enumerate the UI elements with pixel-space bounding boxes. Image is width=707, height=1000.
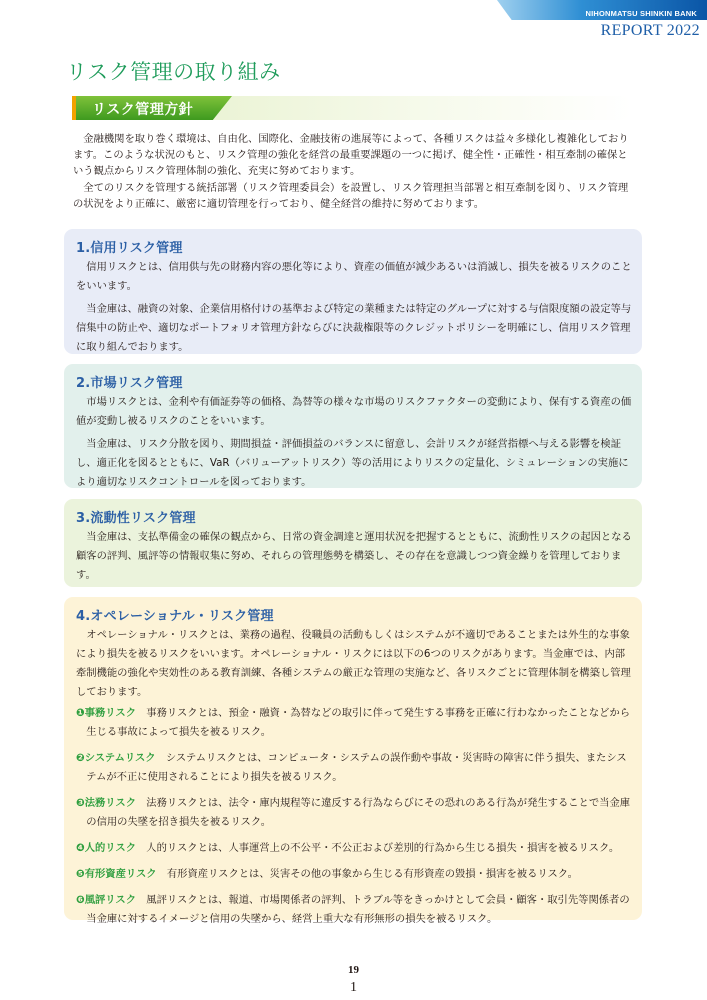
card-title: 1.信用リスク管理 xyxy=(76,241,183,256)
risk-text: 事務リスクとは、預金・融資・為替などの取引に伴って発生する事務を正確に行わなかったことなどから生じる事故によって損失を被るリスク。 xyxy=(86,707,631,738)
bank-name: NIHONMATSU SHINKIN BANK xyxy=(585,9,697,18)
risk-name: 事務リスク xyxy=(84,707,136,719)
liquidity-risk-card xyxy=(64,499,642,587)
risk-number-icon: ❻ xyxy=(76,894,85,906)
card-title: 2.市場リスク管理 xyxy=(76,376,183,391)
card-paragraph: 当金庫は、支払準備金の確保の観点から、日常の資金調達と運用状況を把握するとともに、流動性リスクの起因となる顧客の評判、風評等の情報収集に努め、それらの管理態勢を構築し、その存在を意識しつつ資金繰りを管理しております。 xyxy=(76,531,632,581)
intro-text xyxy=(73,131,635,212)
risk-item xyxy=(76,794,632,832)
section-heading-accent xyxy=(72,96,76,120)
risk-text: システムリスクとは、コンピュータ・システムの誤作動や事故・災害時の障害に伴う損失、またシステムが不正に使用されることにより損失を被るリスク。 xyxy=(86,752,627,783)
page-title: リスク管理の取り組み xyxy=(66,60,281,84)
risk-number-icon: ❸ xyxy=(76,797,85,809)
risk-number-icon: ❹ xyxy=(76,842,85,854)
risk-name: 風評リスク xyxy=(84,894,136,906)
card-paragraph: 市場リスクとは、金利や有価証券等の価格、為替等の様々な市場のリスクファクターの変動により、保有する資産の価値が変動し被るリスクのことをいいます。 xyxy=(76,396,632,427)
risk-number-icon: ❷ xyxy=(76,752,85,764)
risk-name: システムリスク xyxy=(84,752,156,764)
risk-item xyxy=(76,891,632,929)
risk-number-icon: ❶ xyxy=(76,707,85,719)
risk-text: 風評リスクとは、報道、市場関係者の評判、トラブル等をきっかけとして会員・顧客・取引先等関係者の当金庫に対するイメージと信用の失墜から、経営上重大な有形無形の損失を被るリスク。 xyxy=(86,894,630,925)
risk-number-icon: ❺ xyxy=(76,868,85,880)
risk-item xyxy=(76,865,632,884)
operational-risk-card xyxy=(64,597,642,925)
page-number: 19 xyxy=(348,964,359,976)
section-heading: リスク管理方針 xyxy=(92,102,194,118)
page-sub-number: 1 xyxy=(350,980,357,995)
card-paragraph: 信用リスクとは、信用供与先の財務内容の悪化等により、資産の価値が減少あるいは消滅し、損失を被るリスクのことをいいます。 xyxy=(76,261,632,292)
intro-paragraph: 金融機関を取り巻く環境は、自由化、国際化、金融技術の進展等によって、各種リスクは益々多様化し複雑化しております。このような状況のもと、リスク管理の強化を経営の最重要課題の一つに掲げ、健全性・正確性・相互牽制の確保という観点からリスク管理体制の強化、充実に努めております。 xyxy=(73,133,629,178)
risk-text: 人的リスクとは、人事運営上の不公平・不公正および差別的行為から生じる損失・損害を被るリスク。 xyxy=(146,842,620,854)
risk-text: 法務リスクとは、法令・庫内規程等に違反する行為ならびにその恐れのある行為が発生することで当金庫の信用の失墜を招き損失を被るリスク。 xyxy=(86,797,631,828)
risk-name: 法務リスク xyxy=(84,797,136,809)
risk-text: 有形資産リスクとは、災害その他の事象から生じる有形資産の毀損・損害を被るリスク。 xyxy=(166,868,578,880)
risk-name: 有形資産リスク xyxy=(84,868,157,880)
risk-item xyxy=(76,839,632,858)
risk-name: 人的リスク xyxy=(84,842,136,854)
market-risk-card xyxy=(64,364,642,488)
card-paragraph: オペレーショナル・リスクとは、業務の過程、役職員の活動もしくはシステムが不適切であることまたは外生的な事象により損失を被るリスクをいいます。オペレーショナル・リスクには以下の6つのリスクがあります。当金庫では、内部牽制機能の強化や実効性のある教育訓練、各種システムの厳正な管理の実施など、各リスクごとに管理体制を構築し管理しております。 xyxy=(76,629,631,698)
card-title: 3.流動性リスク管理 xyxy=(76,511,196,526)
card-paragraph: 当金庫は、融資の対象、企業信用格付けの基準および特定の業種または特定のグループに対する与信限度額の設定等与信集中の防止や、適切なポートフォリオ管理方針ならびに決裁権限等のクレジットポリシーを明確にし、信用リスク管理に取り組んでおります。 xyxy=(76,303,632,353)
report-title: REPORT 2022 xyxy=(600,22,700,39)
card-title: 4.オペレーショナル・リスク管理 xyxy=(76,609,274,624)
risk-item xyxy=(76,749,632,787)
intro-paragraph: 全てのリスクを管理する統括部署（リスク管理委員会）を設置し、リスク管理担当部署と相互牽制を図り、リスク管理の状況をより正確に、厳密に適切管理を行っており、健全経営の維持に努めております。 xyxy=(73,181,629,210)
credit-risk-card xyxy=(64,229,642,354)
card-paragraph: 当金庫は、リスク分散を図り、期間損益・評価損益のバランスに留意し、会計リスクが経営指標へ与える影響を検証し、適正化を図るとともに、VaR（バリューアットリスク）等の活用によりリスクの定量化、シミュレーションの実施により適切なリスクコントロールを図っております。 xyxy=(76,438,629,488)
risk-item xyxy=(76,704,632,742)
